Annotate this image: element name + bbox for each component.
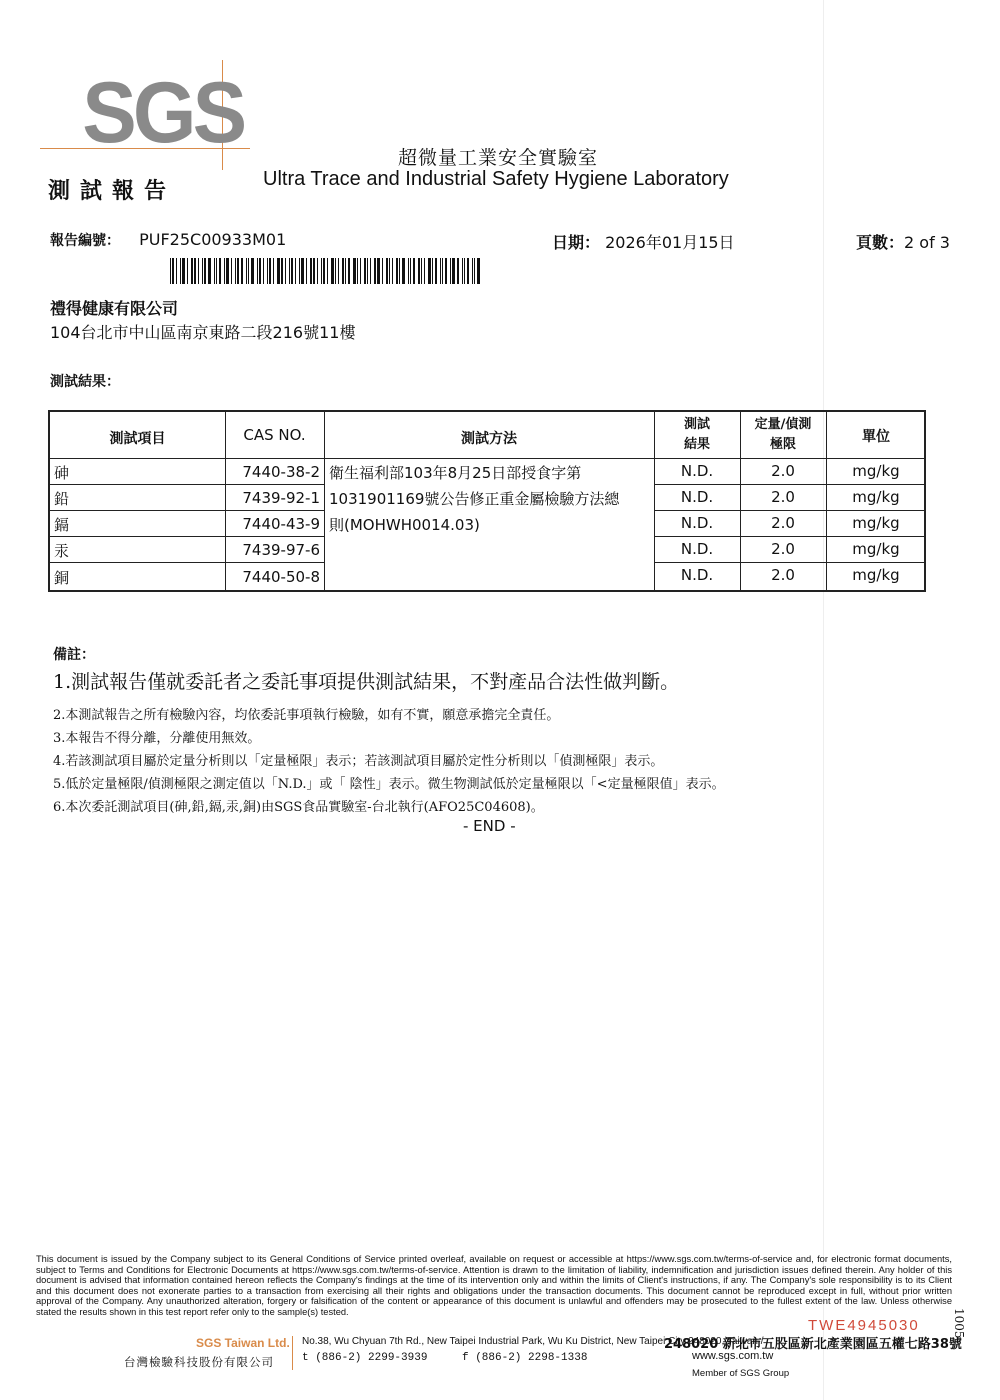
row-item: 鎘	[54, 516, 70, 534]
barcode-bar	[445, 258, 447, 284]
row-unit: mg/kg	[852, 488, 900, 506]
barcode-bar	[364, 258, 366, 284]
barcode-bar	[224, 258, 225, 284]
barcode-bar	[402, 258, 405, 284]
page-count	[856, 230, 950, 253]
barcode-bar	[321, 258, 322, 284]
barcode-bar	[345, 258, 346, 284]
row-cas: 7440-50-8	[242, 568, 320, 586]
header-limit-line2: 極限	[769, 437, 796, 452]
barcode-bar	[323, 258, 325, 284]
barcode-bar	[285, 258, 286, 284]
barcode-bar	[424, 258, 425, 284]
row-item: 鉛	[54, 490, 70, 508]
row-result: N.D.	[680, 488, 714, 506]
row-result: N.D.	[680, 462, 714, 480]
legal-disclaimer: This document is issued by the Company subject to its General Conditions of Service printed overleaf, available on request or accessible at https://www.sgs.com.tw/terms-of-service and, for electronic format documents, subject to Terms and Conditions for Electronic Documents at https://www.sgs.com.tw/terms-of-service. Attention is drawn to the limitation of liability, indemnification and jurisdiction issues defined therein. Any holder of this document is advised that information contained hereon reflects the Company's findings at the time of its intervention only and within the limits of Client's instructions, if any. The Company's sole responsibility is to its Client and this document does not exonerate parties to a transaction from exercising all their rights and obligations under the transaction documents. This document cannot be reproduced except in full, without prior written approval of the Company. Any unauthorized alteration, forgery or falsification of the content or appearance of this document is unlawful and offenders may be prosecuted to the fullest extent of the law. Unless otherwise stated the results shown in this test report refer only to the sample(s) tested.	[36, 1254, 952, 1317]
row-item: 汞	[54, 542, 70, 560]
barcode-bar	[241, 258, 243, 284]
barcode-bar	[198, 258, 199, 284]
row-result: N.D.	[680, 540, 714, 558]
barcode-bar	[442, 258, 443, 284]
row-result: N.D.	[680, 514, 714, 532]
barcode-bar	[295, 258, 296, 284]
barcode-bar	[172, 258, 174, 284]
method-line: 則(MOHWH0014.03)	[329, 516, 480, 534]
barcode-bar	[335, 258, 336, 284]
report-number-value: PUF25C00933M01	[139, 230, 287, 249]
note-item: 5.低於定量極限/偵測極限之測定值以「N.D.」或「 陰性」表示。微生物測試低於定量極限以「<定量極限值」表示。	[53, 777, 725, 792]
barcode-bar	[204, 258, 206, 284]
barcode-bar	[410, 258, 411, 284]
barcode-bar	[382, 258, 383, 284]
header-cas: CAS NO.	[243, 426, 306, 444]
barcode-bar	[246, 258, 247, 284]
lab-name-en: Ultra Trace and Industrial Safety Hygiene Laboratory	[263, 168, 729, 190]
barcode-bar	[392, 258, 393, 284]
sgs-logo: SGS	[82, 65, 244, 161]
document-number: 1005	[952, 1308, 966, 1339]
barcode-bar	[474, 258, 475, 284]
barcode-bar	[273, 258, 274, 284]
barcode-bar	[386, 258, 388, 284]
method-line: 1031901169號公告修正重金屬檢驗方法總	[329, 490, 620, 508]
barcode-bar	[237, 258, 239, 284]
note-item: 4.若該測試項目屬於定量分析則以「定量極限」表示；若該測試項目屬於定性分析則以「偵測極限」表示。	[53, 754, 664, 769]
header-limit	[740, 415, 826, 455]
barcode-bar	[357, 258, 358, 284]
header-result	[654, 415, 740, 455]
row-cas: 7440-38-2	[242, 463, 320, 481]
header-unit: 單位	[862, 429, 890, 445]
barcode-bar	[331, 258, 334, 284]
barcode-bar	[182, 258, 185, 284]
report-number-label: 報告編號：	[50, 233, 120, 249]
barcode-bar	[396, 258, 398, 284]
footer-fax: f (886-2) 2298-1338	[462, 1352, 588, 1364]
row-limit: 2.0	[771, 566, 795, 584]
row-cas: 7440-43-9	[242, 515, 320, 533]
row-unit: mg/kg	[852, 462, 900, 480]
results-label: 測試結果：	[50, 374, 120, 390]
barcode-bar	[338, 258, 339, 284]
header-item: 測試項目	[109, 431, 166, 447]
barcode-bar	[291, 258, 293, 284]
row-item: 砷	[54, 464, 70, 482]
table-row-divider	[50, 536, 325, 537]
barcode-bar	[435, 258, 437, 284]
barcode-bar	[464, 258, 465, 284]
barcode-bar	[353, 258, 356, 284]
serial-number: TWE4945030	[808, 1317, 920, 1334]
barcode-bar	[289, 258, 290, 284]
footer-address-cn: 248020 新北市五股區新北產業園區五權七路38號	[664, 1337, 962, 1352]
barcode-bar	[367, 258, 368, 284]
barcode-bar	[462, 258, 463, 284]
lab-name-cn: 超微量工業安全實驗室	[398, 147, 599, 169]
barcode-bar	[301, 258, 304, 284]
row-cas: 7439-92-1	[242, 489, 320, 507]
notes-title: 備註：	[53, 647, 95, 663]
report-date	[552, 230, 735, 253]
barcode-bar	[219, 258, 221, 284]
note-item: 2.本測試報告之所有檢驗內容，均依委託事項執行檢驗，如有不實，願意承擔完全責任。	[53, 708, 560, 723]
row-limit: 2.0	[771, 488, 795, 506]
date-value: 2026年01月15日	[605, 233, 735, 252]
barcode-bar	[191, 258, 193, 284]
results-table	[48, 410, 926, 592]
barcode-bar	[360, 258, 361, 284]
barcode-bar	[370, 258, 371, 284]
barcode-bar	[450, 258, 451, 284]
barcode-bar	[248, 258, 249, 284]
row-result: N.D.	[680, 566, 714, 584]
row-item: 銅	[54, 569, 70, 587]
row-limit: 2.0	[771, 462, 795, 480]
footer-website: www.sgs.com.tw	[692, 1350, 774, 1362]
table-header-divider	[50, 458, 924, 459]
barcode-bar	[281, 258, 283, 284]
barcode-bar	[313, 258, 315, 284]
barcode-bar	[257, 258, 258, 284]
table-row-divider	[50, 484, 325, 485]
table-row-divider	[654, 484, 926, 485]
barcode-bar	[263, 258, 264, 284]
page-label: 頁數：	[856, 233, 905, 252]
barcode-bar	[457, 258, 459, 284]
barcode-bar	[306, 258, 307, 284]
note-item: 3.本報告不得分離，分離使用無效。	[53, 731, 261, 746]
barcode-bar	[348, 258, 350, 284]
barcode-bar	[408, 258, 409, 284]
barcode-bar	[413, 258, 415, 284]
table-row-divider	[654, 536, 926, 537]
barcode-bar	[472, 258, 473, 284]
table-row-divider	[50, 510, 325, 511]
header-result-line1: 測試	[683, 417, 710, 432]
date-label: 日期：	[552, 233, 601, 252]
barcode-bar	[418, 258, 420, 284]
barcode-bar	[216, 258, 217, 284]
barcode-bar	[214, 258, 215, 284]
note-item: 1.測試報告僅就委託者之委託事項提供測試結果，不對產品合法性做判斷。	[53, 671, 680, 693]
barcode-bar	[432, 258, 433, 284]
barcode-bar	[180, 258, 181, 284]
table-row-divider	[654, 510, 926, 511]
barcode-bar	[452, 258, 455, 284]
barcode-bar	[194, 258, 196, 284]
method-line: 衛生福利部103年8月25日部授食字第	[329, 464, 582, 482]
footer-phone: t (886-2) 2299-3939	[302, 1352, 428, 1364]
barcode-bar	[428, 258, 431, 284]
barcode-bar	[277, 258, 280, 284]
barcode-bar	[235, 258, 236, 284]
footer-member: Member of SGS Group	[692, 1368, 790, 1379]
footer-company-en: SGS Taiwan Ltd.	[196, 1336, 290, 1350]
barcode-bar	[208, 258, 211, 284]
method-text	[329, 460, 651, 538]
barcode-bar	[202, 258, 203, 284]
row-cas: 7439-97-6	[242, 541, 320, 559]
barcode-bar	[170, 258, 171, 284]
report-title: 測試報告	[48, 178, 177, 204]
barcode-bar	[342, 258, 344, 284]
barcode-bar	[187, 258, 188, 284]
barcode-bar	[231, 258, 232, 284]
row-limit: 2.0	[771, 514, 795, 532]
table-row-divider	[654, 562, 926, 563]
barcode-bar	[251, 258, 254, 284]
header-limit-line1: 定量/偵測	[754, 417, 812, 432]
barcode-bar	[440, 258, 441, 284]
barcode-bar	[269, 258, 271, 284]
row-limit: 2.0	[771, 540, 795, 558]
barcode-bar	[399, 258, 400, 284]
note-item: 6.本次委託測試項目(砷,鉛,鎘,汞,銅)由SGS食品實驗室-台北執行(AFO25C04608)。	[53, 800, 544, 815]
barcode-bar	[310, 258, 312, 284]
barcode-bar	[377, 258, 380, 284]
barcode-bar	[317, 258, 318, 284]
client-name: 禮得健康有限公司	[50, 299, 179, 318]
barcode-bar	[389, 258, 390, 284]
barcode-bar	[299, 258, 300, 284]
barcode-bar	[267, 258, 268, 284]
footer-address-en: No.38, Wu Chyuan 7th Rd., New Taipei Industrial Park, Wu Ku District, New Taipei City 248020, Taiwan /	[302, 1336, 764, 1347]
footer-company-cn: 台灣檢驗科技股份有限公司	[124, 1355, 274, 1369]
row-unit: mg/kg	[852, 514, 900, 532]
end-marker: - END -	[463, 817, 516, 835]
barcode-bar	[374, 258, 376, 284]
table-row-divider	[50, 562, 325, 563]
header-method: 測試方法	[461, 431, 517, 447]
header-result-line2: 結果	[683, 437, 710, 452]
row-unit: mg/kg	[852, 540, 900, 558]
barcode-bar	[477, 258, 480, 284]
barcode-bar	[327, 258, 328, 284]
row-unit: mg/kg	[852, 566, 900, 584]
footer-divider	[292, 1336, 293, 1370]
barcode	[170, 258, 488, 284]
report-number	[50, 230, 286, 250]
barcode-bar	[467, 258, 469, 284]
client-address: 104台北市中山區南京東路二段216號11樓	[50, 323, 356, 342]
barcode-bar	[421, 258, 422, 284]
page-value: 2 of 3	[904, 233, 950, 252]
scan-edge-line	[823, 0, 824, 1400]
barcode-bar	[226, 258, 229, 284]
barcode-bar	[259, 258, 261, 284]
barcode-bar	[176, 258, 177, 284]
